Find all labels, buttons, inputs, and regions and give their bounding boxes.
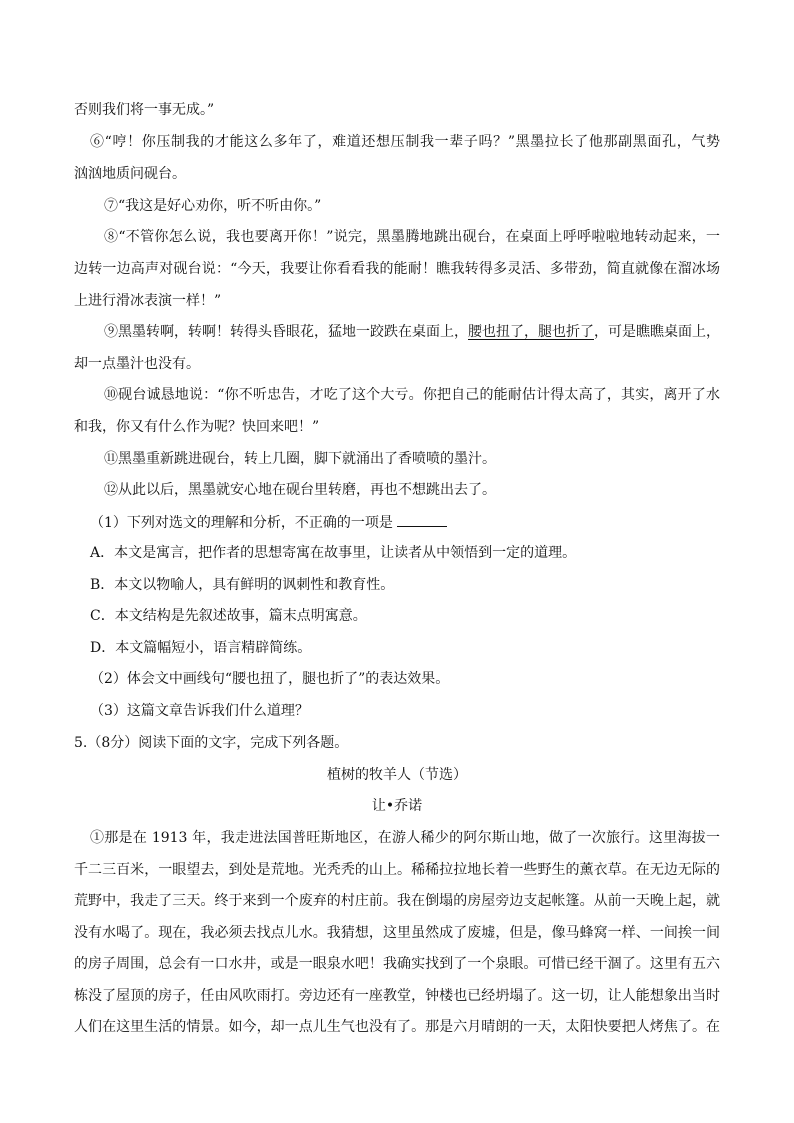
answer-blank[interactable] xyxy=(397,512,447,527)
article-line-2: 千二三百米，一眼望去，到处是荒地。光秃秃的山上。稀稀拉拉地长着一些野生的薰衣草。在无边无际的 xyxy=(74,862,720,878)
paragraph-8-line-1: ⑧“不管你怎么说，我也要离开你！”说完，黑墨腾地跳出砚台，在桌面上呼呼啦啦地转动起来，一 xyxy=(104,229,720,245)
article-line-3: 荒野中，我走了三天。终于来到一个废弃的村庄前。我在倒塌的房屋旁边支起帐篷。从前一天晚上起，就 xyxy=(74,893,720,909)
paragraph-9-line-2: 却一点墨汁也没有。 xyxy=(74,356,200,372)
option-d: D．本文篇幅短小，语言精辟简练。 xyxy=(90,640,312,656)
article-line-4: 没有水喝了。现在，我必须去找点儿水。我猜想，这里虽然成了废墟，但是，像马蜂窝一样、一间挨一间 xyxy=(74,925,720,941)
paragraph-9-text-a: ⑨黑墨转啊，转啊！转得头昏眼花，猛地一跤跌在桌面上， xyxy=(104,324,468,340)
article-line-5: 的房子周围，总会有一口水井，或是一眼泉水吧！我确实找到了一个泉眼。可惜已经干涸了。这里有五六 xyxy=(74,956,720,972)
paragraph-7: ⑦“我这是好心劝你，听不听由你。” xyxy=(104,198,322,214)
question-5-header: 5.（8分）阅读下面的文字，完成下列各题。 xyxy=(74,735,349,751)
paragraph-9-line-1 xyxy=(104,322,720,342)
paragraph-8-line-3: 上进行滑冰表演一样！” xyxy=(74,293,222,309)
paragraph-10-line-1: ⑩砚台诚恳地说：“你不听忠告，才吃了这个大亏。你把自己的能耐估计得太高了，其实，离开了水 xyxy=(104,387,720,403)
article-author: 让•乔诺 xyxy=(371,798,423,814)
article-line-1: ①那是在 1913 年，我走进法国普旺斯地区，在游人稀少的阿尔斯山地，做了一次旅行。这里海拔一 xyxy=(90,830,720,846)
paragraph-6-line-1: ⑥“哼！你压制我的才能这么多年了，难道还想压制我一辈子吗？”黑墨拉长了他那副黑面孔，气势 xyxy=(90,134,720,150)
question-2: （2）体会文中画线句“腰也扭了，腿也折了”的表达效果。 xyxy=(90,671,450,687)
paragraph-10-line-2: 和我，你又有什么作为呢？快回来吧！” xyxy=(74,419,320,435)
paragraph-12: ⑫从此以后，黑墨就安心地在砚台里转磨，再也不想跳出去了。 xyxy=(104,482,496,498)
article-title: 植树的牧羊人（节选） xyxy=(327,767,467,783)
question-1-stem xyxy=(90,512,447,533)
option-c: C．本文结构是先叙述故事，篇末点明寓意。 xyxy=(90,608,367,624)
article-line-6: 栋没了屋顶的房子，任由风吹雨打。旁边还有一座教堂，钟楼也已经坍塌了。这一切，让人能想象出当时 xyxy=(74,988,720,1004)
underlined-sentence: 腰也扭了，腿也折了 xyxy=(468,324,594,340)
paragraph-11: ⑪黑墨重新跳进砚台，转上几圈，脚下就涌出了香喷喷的墨汁。 xyxy=(104,451,496,467)
article-line-7: 人们在这里生活的情景。如今，却一点儿生气也没有了。那是六月晴朗的一天，太阳快要把人烤焦了。在 xyxy=(74,1019,720,1035)
option-b: B．本文以物喻人，具有鲜明的讽刺性和教育性。 xyxy=(90,577,395,593)
option-a: A．本文是寓言，把作者的思想寄寓在故事里，让读者从中领悟到一定的道理。 xyxy=(90,545,577,561)
paragraph-9-text-b: ，可是瞧瞧桌面上， xyxy=(594,324,720,340)
paragraph-8-line-2: 边转一边高声对砚台说：“今天，我要让你看看我的能耐！瞧我转得多灵活、多带劲，简直就像在溜冰场 xyxy=(74,261,720,277)
paragraph-5-tail: 否则我们将一事无成。” xyxy=(74,102,215,118)
question-1-text: （1）下列对选文的理解和分析，不正确的一项是 xyxy=(90,515,393,531)
paragraph-6-line-2: 汹汹地质问砚台。 xyxy=(74,166,186,182)
question-3: （3）这篇文章告诉我们什么道理？ xyxy=(90,703,309,719)
